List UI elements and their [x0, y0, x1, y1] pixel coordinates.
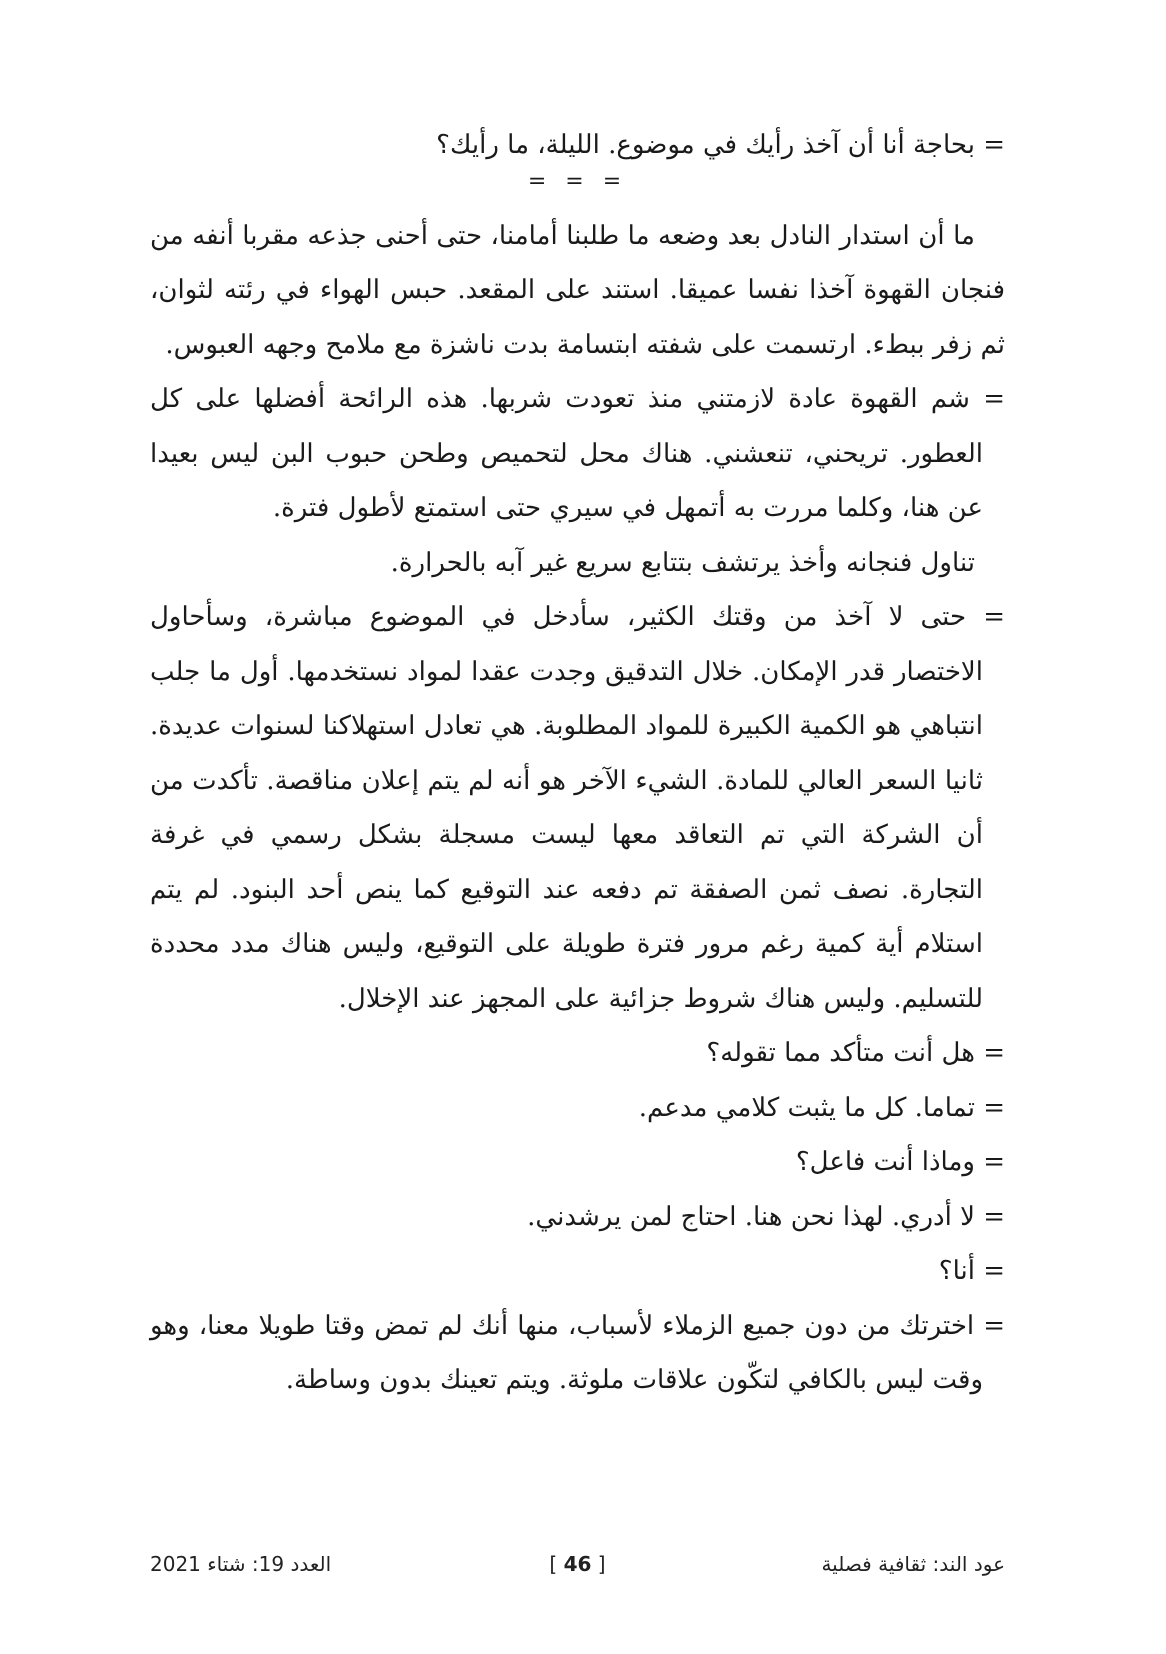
section-divider: = = =: [527, 168, 628, 194]
page-bracket-open: [: [549, 1552, 564, 1576]
dialogue-line: = تماما. كل ما يثبت كلامي مدعم.: [638, 1092, 1005, 1123]
issue-info: العدد 19: شتاء 2021: [150, 1552, 332, 1576]
dialogue-line: = لا أدري. لهذا نحن هنا. احتاج لمن يرشدني.: [527, 1201, 1005, 1232]
page-footer: [150, 1552, 1005, 1588]
dialogue-line: = حتى لا آخذ من وقتك الكثير، سأدخل في الموضوع مباشرة، وسأحاول الاختصار قدر الإمكان. خلال التدقيق وجدت عقدا لمواد نستخدمها. أول ما جلب انتباهي هو الكمية الكبيرة للمواد المطلوبة. هي تعادل استهلاكنا لسنوات عديدة. ثانيا السعر العالي للمادة. الشيء الآخر هو أنه لم يتم إعلان مناقصة. تأكدت من أن الشركة التي تم التعاقد معها ليست مسجلة بشكل رسمي في غرفة التجارة. نصف ثمن الصفقة تم دفعه عند التوقيع كما ينص أحد البنود. لم يتم استلام أية كمية رغم مرور فترة طويلة على التوقيع، وليس هناك مدد محددة للتسليم. وليس هناك شروط جزائية على المجهز عند الإخلال.: [150, 602, 1005, 1014]
page-bracket-close: ]: [591, 1552, 606, 1576]
dialogue-line: = هل أنت متأكد مما تقوله؟: [706, 1038, 1005, 1068]
narrative-line: تناول فنجانه وأخذ يرتشف بتتابع سريع غير آبه بالحرارة.: [390, 547, 975, 578]
article-body: [150, 118, 1005, 1408]
dialogue-line: = اخترتك من دون جميع الزملاء لأسباب، منها أنك لم تمض وقتا طويلا معنا، وهو وقت ليس بالكافي لتكّون علاقات ملوثة. ويتم تعينك بدون وساطة.: [150, 1310, 1005, 1395]
dialogue-line: = وماذا أنت فاعل؟: [795, 1147, 1005, 1177]
dialogue-line: = شم القهوة عادة لازمتني منذ تعودت شربها. هذه الرائحة أفضلها على كل العطور. تريحني، تنعشني. هناك محل لتحميص وطحن حبوب البن ليس بعيدا عن هنا، وكلما مررت به أتمهل في سيري حتى استمتع لأطول فترة.: [150, 384, 1005, 523]
journal-name: عود الند: ثقافية فصلية: [821, 1552, 1005, 1576]
narrative-paragraph: ما أن استدار النادل بعد وضعه ما طلبنا أمامنا، حتى أحنى جذعه مقربا أنفه من فنجان القهوة آخذا نفسا عميقا. استند على المقعد. حبس الهواء في رئته لثوان، ثم زفر ببطء. ارتسمت على شفته ابتسامة بدت ناشزة مع ملامح وجهه العبوس.: [150, 220, 1005, 360]
dialogue-line: = بحاجة أنا أن آخذ رأيك في موضوع. الليلة، ما رأيك؟: [436, 130, 1005, 160]
page-number: 46: [563, 1552, 592, 1576]
dialogue-line: = أنا؟: [938, 1256, 1005, 1286]
